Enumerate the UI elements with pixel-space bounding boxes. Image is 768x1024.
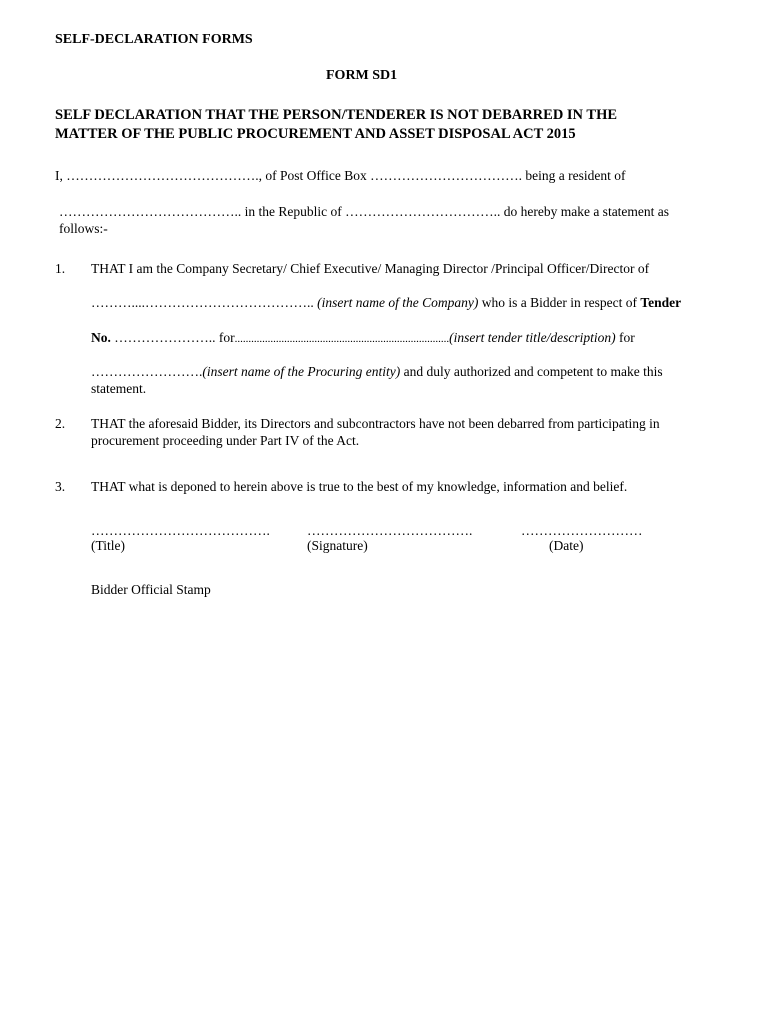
clause-1-number: 1. xyxy=(55,261,66,276)
title-blank: …………………………………. xyxy=(91,523,270,538)
tender-title-hint: (insert tender title/description) xyxy=(449,330,616,345)
intro-line-1: I, ……………………………………., of Post Office Box ……………………………. being a resident of xyxy=(55,168,626,183)
title-label: (Title) xyxy=(91,538,126,553)
clause-2-line-1: THAT the aforesaid Bidder, its Directors and subcontractors have not been debarred from participating in xyxy=(91,416,660,431)
official-stamp-label: Bidder Official Stamp xyxy=(91,582,211,597)
signature-blank: ………………………………. xyxy=(307,523,473,538)
tender-no-label: No. xyxy=(91,330,111,345)
clause-3-line-1: THAT what is deponed to herein above is true to the best of my knowledge, information and belief. xyxy=(91,479,628,494)
procuring-entity-blank: ……………………. xyxy=(91,364,203,379)
date-label: (Date) xyxy=(549,538,584,553)
clause-1-line-5: statement. xyxy=(91,381,147,396)
intro-line-3: follows:- xyxy=(59,221,108,236)
procuring-entity-hint: (insert name of the Procuring entity) xyxy=(202,364,401,379)
tender-title-blank: .............................................................................. xyxy=(234,333,450,345)
clause-2-line-2: procurement proceeding under Part IV of the Act. xyxy=(91,433,360,448)
clause-1-line-4-text: and duly authorized and competent to make this xyxy=(400,364,663,379)
document-title-line-2: MATTER OF THE PUBLIC PROCUREMENT AND ASSET DISPOSAL ACT 2015 xyxy=(55,126,576,142)
tender-no-blank: ………………….. for xyxy=(110,330,235,345)
clause-1-line-3 xyxy=(91,329,635,348)
clause-3-number: 3. xyxy=(55,479,66,494)
signature-label: (Signature) xyxy=(307,538,368,553)
document-header: SELF-DECLARATION FORMS xyxy=(55,32,253,47)
clause-1-line-4 xyxy=(91,363,663,380)
clause-1-line-2 xyxy=(91,294,681,311)
company-name-hint: (insert name of the Company) xyxy=(317,295,479,310)
clause-2-number: 2. xyxy=(55,416,66,431)
date-blank: ……………………… xyxy=(521,523,643,538)
tender-label: Tender xyxy=(640,295,682,310)
clause-1-line-1: THAT I am the Company Secretary/ Chief Executive/ Managing Director /Principal Officer/Director of xyxy=(91,261,650,276)
clause-1-line-3-text: for xyxy=(615,330,635,345)
form-code: FORM SD1 xyxy=(326,68,398,83)
company-name-blank: ………....……………………………….. xyxy=(91,295,318,310)
intro-line-2: ………………………………….. in the Republic of …………………………….. do hereby make a statement as xyxy=(59,204,670,219)
document-title-line-1: SELF DECLARATION THAT THE PERSON/TENDERER IS NOT DEBARRED IN THE xyxy=(55,107,618,123)
clause-1-line-2-text: who is a Bidder in respect of xyxy=(478,295,641,310)
